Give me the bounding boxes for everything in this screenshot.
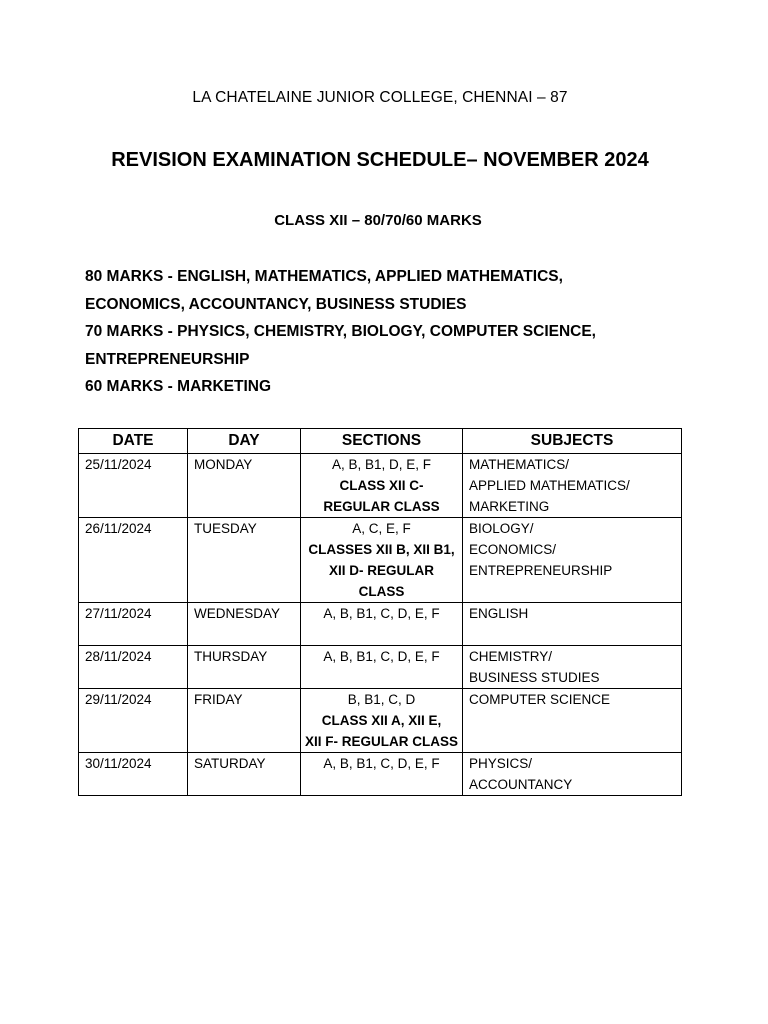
marks-breakdown [85,263,725,401]
subjects-cell [463,753,682,796]
subjects-cell [463,646,682,689]
sections-list: B, B1, C, D [347,692,416,707]
exam-schedule-table [78,428,682,796]
day-cell: SATURDAY [188,753,301,796]
subject-line: ECONOMICS/ [469,542,557,557]
regular-class-note: CLASS XII C- [339,478,424,493]
subjects-cell [463,689,682,753]
table-row [79,603,682,646]
regular-class-note: XII F- REGULAR CLASS [304,734,458,749]
sections-list: A, B, B1, C, D, E, F [323,756,440,771]
subject-line: MATHEMATICS/ [469,457,569,472]
subject-line: PHYSICS/ [469,756,533,771]
header-sections: SECTIONS [301,429,463,454]
regular-class-note: XII D- REGULAR [328,563,434,578]
sections-list: A, B, B1, C, D, E, F [323,649,440,664]
marks-line: 60 MARKS - MARKETING [85,378,272,395]
day-cell: WEDNESDAY [188,603,301,646]
sections-cell [301,603,463,646]
sections-list: A, B, B1, D, E, F [331,457,432,472]
regular-class-note: REGULAR CLASS [323,499,440,514]
table-row [79,454,682,518]
marks-line: ECONOMICS, ACCOUNTANCY, BUSINESS STUDIES [85,295,467,313]
regular-class-note: CLASSES XII B, XII B1, [308,542,455,557]
date-cell: 30/11/2024 [79,753,188,796]
subject-line: CHEMISTRY/ [469,649,553,664]
subject-line: BIOLOGY/ [469,521,534,536]
sections-cell [301,518,463,603]
subject-line: COMPUTER SCIENCE [469,692,611,707]
marks-line: ENTREPRENEURSHIP [85,350,250,368]
sections-cell [301,753,463,796]
subject-line: BUSINESS STUDIES [469,670,600,685]
sections-cell [301,454,463,518]
sections-cell [301,689,463,753]
day-cell: TUESDAY [188,518,301,603]
marks-line: 70 MARKS - PHYSICS, CHEMISTRY, BIOLOGY, COMPUTER SCIENCE, [85,323,596,340]
header-day: DAY [188,429,301,454]
date-cell: 26/11/2024 [79,518,188,603]
subject-line: ACCOUNTANCY [469,777,573,792]
table-row [79,518,682,603]
date-cell: 28/11/2024 [79,646,188,689]
date-cell: 27/11/2024 [79,603,188,646]
subject-line: ENGLISH [469,606,529,621]
subjects-cell [463,518,682,603]
sections-list: A, B, B1, C, D, E, F [323,606,440,621]
day-cell: MONDAY [188,454,301,518]
header-date: DATE [79,429,188,454]
subject-line: ENTREPRENEURSHIP [469,563,613,578]
schedule-title: REVISION EXAMINATION SCHEDULE– NOVEMBER 2024 [111,149,649,171]
subject-line: APPLIED MATHEMATICS/ [469,478,630,493]
day-cell: THURSDAY [188,646,301,689]
date-cell: 29/11/2024 [79,689,188,753]
regular-class-note: CLASS [358,584,405,599]
subjects-cell [463,603,682,646]
marks-line: 80 MARKS - ENGLISH, MATHEMATICS, APPLIED MATHEMATICS, [85,268,563,285]
college-name: LA CHATELAINE JUNIOR COLLEGE, CHENNAI – 87 [192,89,568,106]
date-cell: 25/11/2024 [79,454,188,518]
day-cell: FRIDAY [188,689,301,753]
table-row [79,753,682,796]
header-subjects: SUBJECTS [463,429,682,454]
class-subtitle: CLASS XII – 80/70/60 MARKS [274,212,482,229]
regular-class-note: CLASS XII A, XII E, [321,713,442,728]
sections-list: A, C, E, F [352,521,411,536]
table-row [79,689,682,753]
subjects-cell [463,454,682,518]
subject-line: MARKETING [469,499,550,514]
sections-cell [301,646,463,689]
table-header-row [79,429,682,454]
table-row [79,646,682,689]
